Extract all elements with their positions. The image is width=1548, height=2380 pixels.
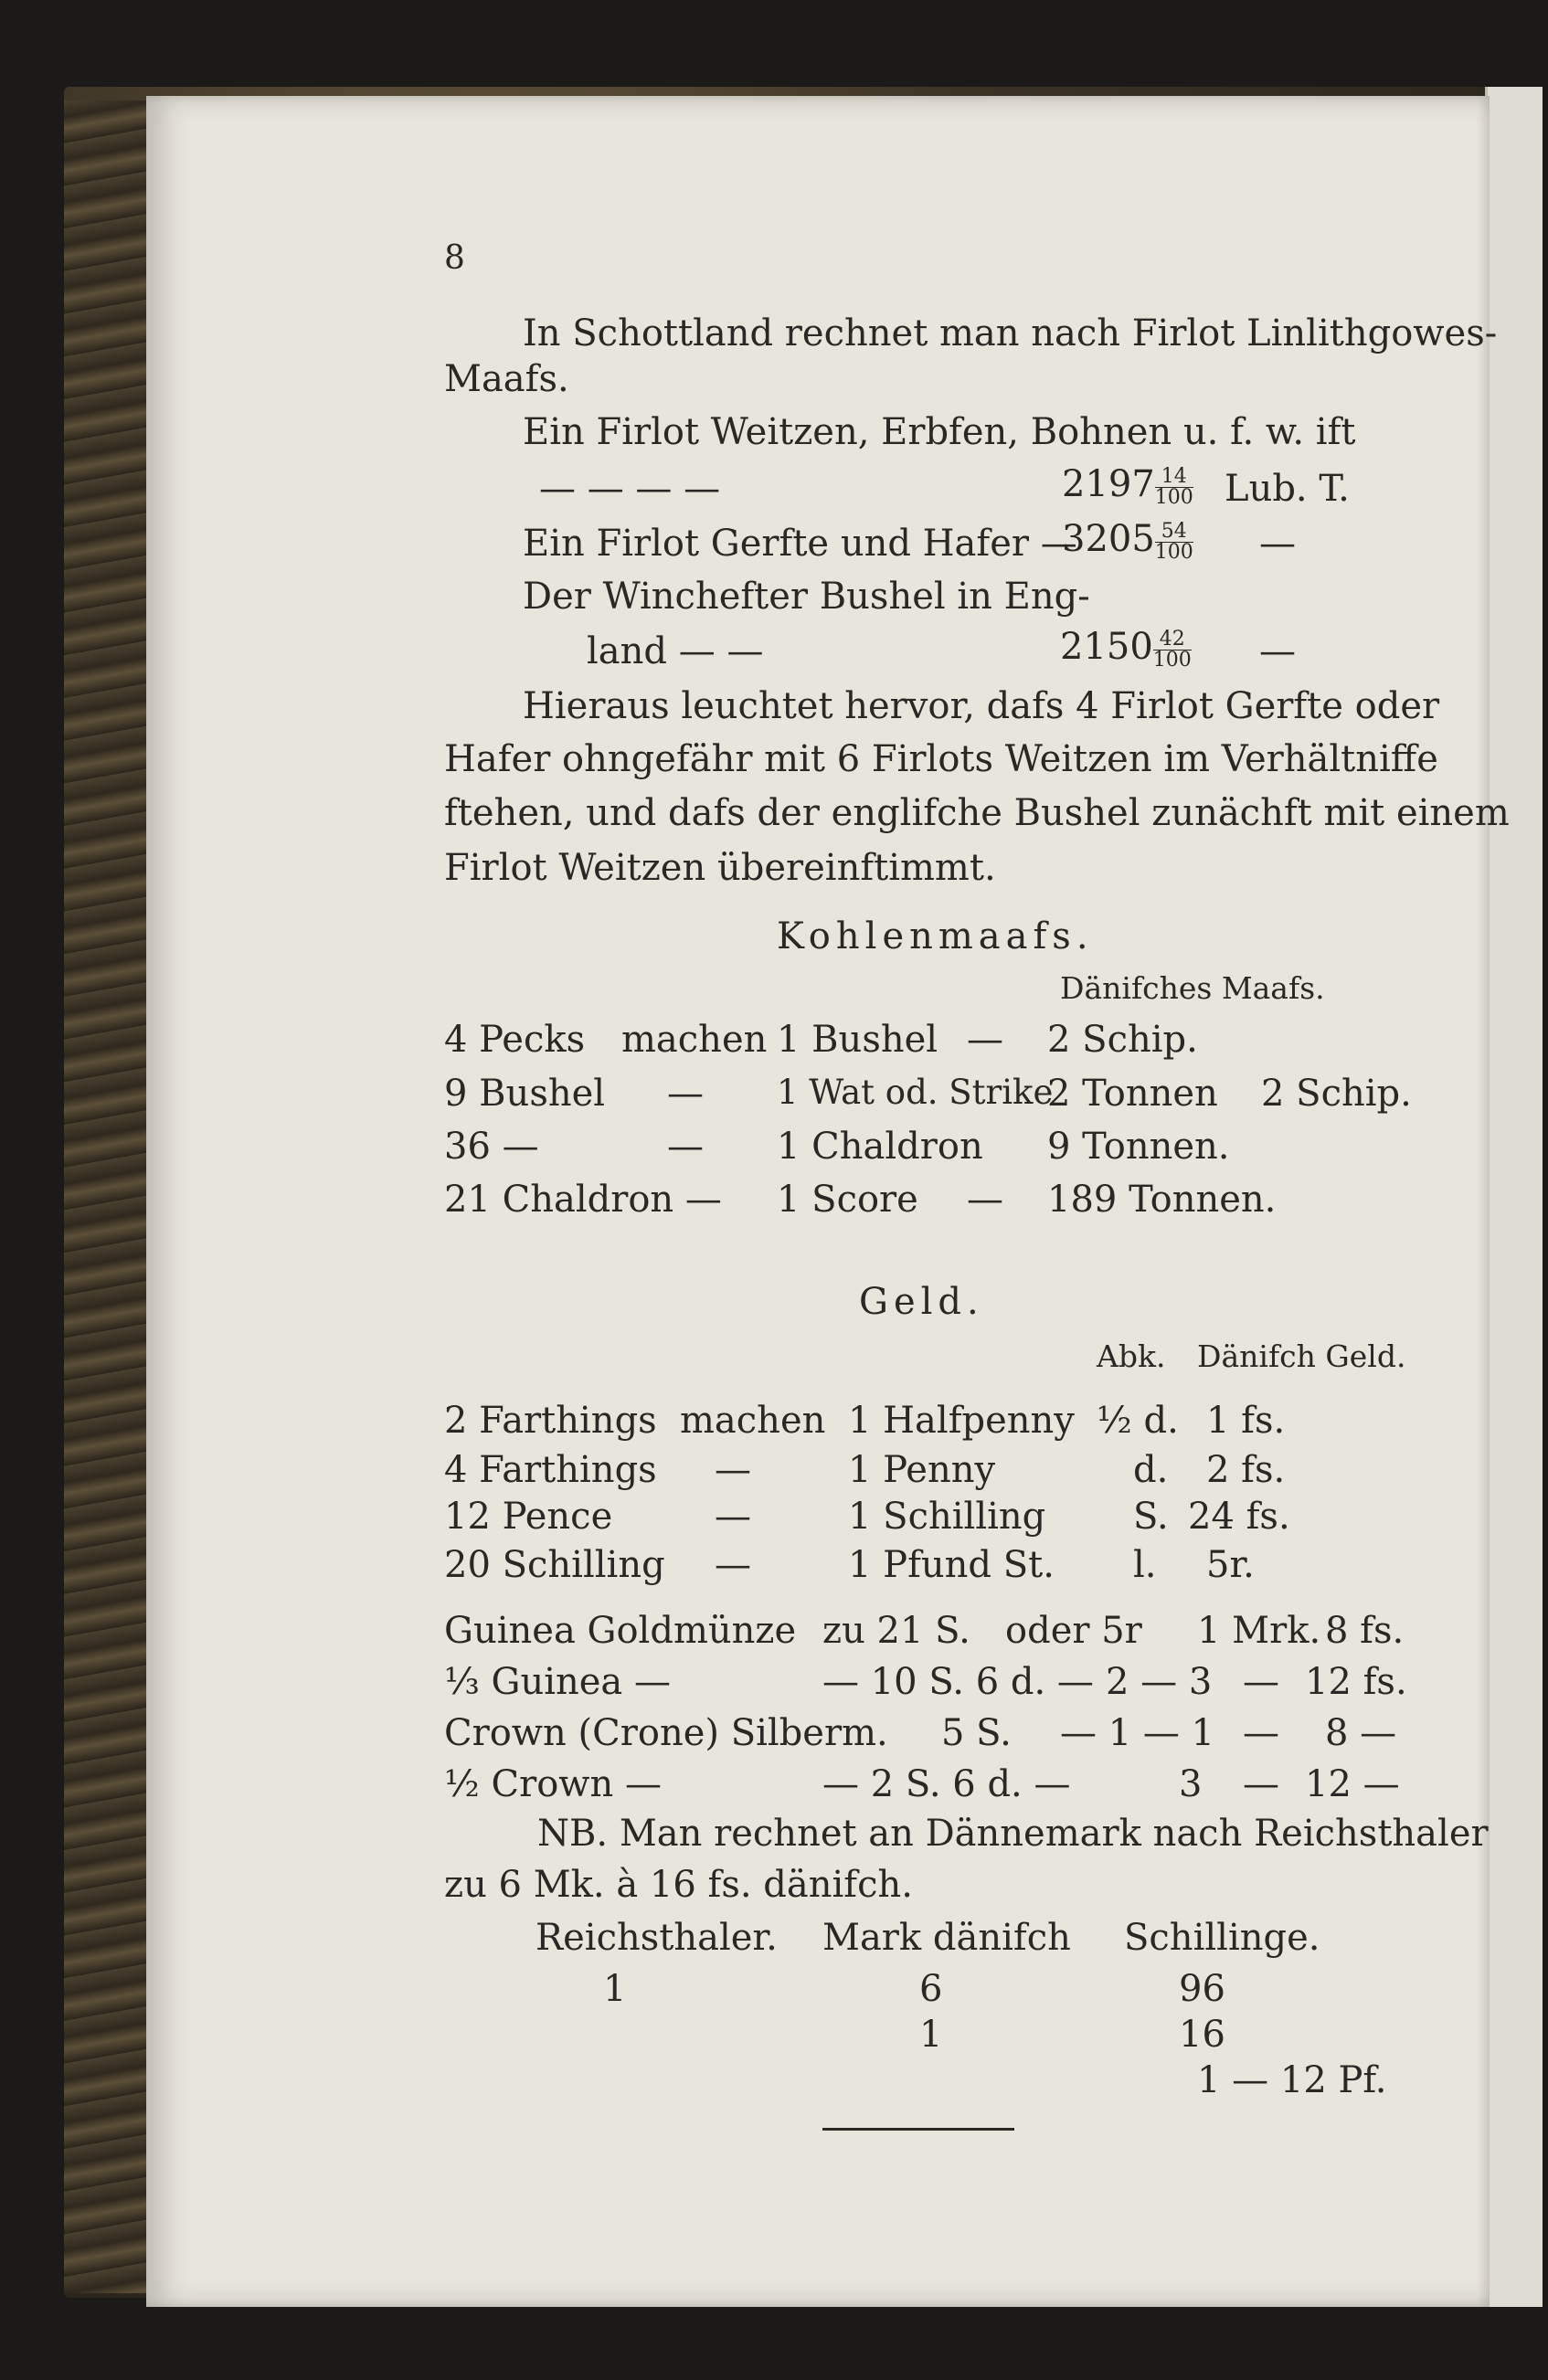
measure-whole: 2150 <box>1060 626 1153 668</box>
geld-heading: Geld. <box>859 1281 984 1323</box>
measure-row-4-value <box>1060 626 1192 672</box>
geld-row-2-dk: 2 fs. <box>1206 1449 1286 1491</box>
kohlen-row-1-d: — <box>967 1019 1003 1061</box>
coin-row-1-e: 8 fs. <box>1325 1610 1405 1652</box>
geld-row-2-abk: d. <box>1133 1449 1169 1491</box>
fraction-denominator: 100 <box>1154 540 1193 564</box>
geld-row-4-abk: l. <box>1133 1544 1157 1586</box>
conclusion-line-4: Firlot Weitzen übereinftimmt. <box>444 847 996 889</box>
coin-row-2-d: — <box>1243 1661 1279 1703</box>
end-rule <box>822 2128 1014 2131</box>
geld-row-2-b: — <box>715 1449 751 1491</box>
conclusion-line-1: Hieraus leuchtet hervor, dafs 4 Firlot Gerfte oder <box>523 685 1440 727</box>
conversion-header-schillinge: Schillinge. <box>1124 1917 1320 1959</box>
coin-row-3-b: 5 S. <box>941 1712 1012 1754</box>
coin-row-1-a: Guinea Goldmünze <box>444 1610 797 1652</box>
coin-row-2-c: 2 — 3 <box>1106 1661 1213 1703</box>
nb-line-1: NB. Man rechnet an Dännemark nach Reichsthaler <box>537 1813 1489 1855</box>
geld-row-4-c: 1 Pfund St. <box>848 1544 1055 1586</box>
kohlen-row-1-b: machen <box>621 1019 768 1061</box>
conversion-row-2-sch: 16 <box>1179 2014 1225 2056</box>
coin-row-4-a: ½ Crown — <box>444 1763 663 1805</box>
conversion-row-3-sch: 1 — 12 Pf. <box>1197 2059 1387 2101</box>
geld-row-3-abk: S. <box>1133 1496 1169 1538</box>
page-number: 8 <box>444 239 465 277</box>
geld-row-4-dk: 5r. <box>1206 1544 1255 1586</box>
geld-row-3-dk: 24 fs. <box>1188 1496 1290 1538</box>
coin-row-2-b: — 10 S. 6 d. — <box>822 1661 1094 1703</box>
coin-row-4-d: — <box>1243 1763 1279 1805</box>
fraction-numerator: 54 <box>1155 522 1193 543</box>
coin-row-4-b: — 2 S. 6 d. — <box>822 1763 1071 1805</box>
measure-row-3-lead: Der Winchefter Bushel in Eng- <box>523 576 1090 618</box>
measure-row-2-value <box>1062 518 1193 564</box>
measure-whole: 3205 <box>1062 518 1155 560</box>
coin-row-1-d: 1 Mrk. <box>1197 1610 1321 1652</box>
geld-row-1-b: machen <box>680 1400 826 1442</box>
kohlen-row-3-e: 9 Tonnen. <box>1047 1126 1230 1168</box>
kohlen-row-2-e: 2 Tonnen <box>1047 1073 1218 1115</box>
conversion-header-mark: Mark dänifch <box>822 1917 1071 1959</box>
kohlen-row-3-c: 1 Chaldron <box>777 1126 983 1168</box>
coin-row-1-b: zu 21 S. <box>822 1610 970 1652</box>
geld-row-3-c: 1 Schilling <box>848 1496 1046 1538</box>
kohlen-row-4-d: — <box>967 1179 1003 1221</box>
kohlen-row-2-b: — <box>667 1073 704 1115</box>
nb-line-2: zu 6 Mk. à 16 fs. dänifch. <box>444 1864 913 1906</box>
fraction-denominator: 100 <box>1152 648 1192 672</box>
fraction-numerator: 42 <box>1153 629 1192 651</box>
geld-row-3-b: — <box>715 1496 751 1538</box>
measure-whole: 2197 <box>1062 463 1155 505</box>
kohlen-subheader: Dänifches Maafs. <box>1060 970 1325 1006</box>
kohlen-row-3-b: — <box>667 1126 704 1168</box>
conversion-header-reichsthaler: Reichsthaler. <box>535 1917 778 1959</box>
geld-row-1-c: 1 Halfpenny <box>848 1400 1075 1442</box>
measure-row-1-unit: Lub. T. <box>1225 468 1350 510</box>
geld-row-1-abk: ½ d. <box>1097 1400 1179 1442</box>
conversion-row-1-mark: 6 <box>919 1968 943 2010</box>
coin-row-4-c: 3 <box>1179 1763 1203 1805</box>
measure-row-4-lead: land — — <box>587 630 764 672</box>
coin-row-4-e: 12 — <box>1305 1763 1400 1805</box>
intro-line-3: Ein Firlot Weitzen, Erbfen, Bohnen u. f. w. ift <box>523 411 1356 453</box>
measure-row-4-unit: — <box>1259 630 1296 672</box>
conclusion-line-2: Hafer ohngefähr mit 6 Firlots Weitzen im Verhältniffe <box>444 738 1438 780</box>
kohlen-row-2-c: 1 Wat od. Strike <box>777 1073 1054 1112</box>
facing-page-edge <box>1485 87 1543 2307</box>
geld-col-abk: Abk. <box>1097 1338 1166 1374</box>
measure-row-1-lead: — — — — <box>539 468 721 510</box>
geld-row-2-a: 4 Farthings <box>444 1449 657 1491</box>
coin-row-3-d: — <box>1243 1712 1279 1754</box>
measure-row-2-lead: Ein Firlot Gerfte und Hafer — <box>523 523 1077 565</box>
coin-row-3-a: Crown (Crone) Silberm. <box>444 1712 888 1754</box>
geld-row-1-dk: 1 fs. <box>1206 1400 1286 1442</box>
geld-row-1-a: 2 Farthings <box>444 1400 657 1442</box>
coin-row-3-c: — 1 — 1 <box>1060 1712 1215 1754</box>
coin-row-2-a: ⅓ Guinea — <box>444 1661 671 1703</box>
geld-row-4-b: — <box>715 1544 751 1586</box>
kohlen-row-4-c: 1 Score <box>777 1179 918 1221</box>
measure-row-1-value <box>1062 463 1193 509</box>
coin-row-2-e: 12 fs. <box>1305 1661 1407 1703</box>
geld-row-2-c: 1 Penny <box>848 1449 996 1491</box>
geld-row-4-a: 20 Schilling <box>444 1544 665 1586</box>
conversion-row-1-rt: 1 <box>603 1968 627 2010</box>
geld-row-3-a: 12 Pence <box>444 1496 613 1538</box>
kohlen-row-4-e: 189 Tonnen. <box>1047 1179 1277 1221</box>
geld-col-daenisch: Dänifch Geld. <box>1197 1338 1406 1374</box>
measure-row-2-unit: — <box>1259 523 1296 565</box>
kohlen-row-1-a: 4 Pecks <box>444 1019 586 1061</box>
coin-row-3-e: 8 — <box>1325 1712 1397 1754</box>
kohlen-row-1-c: 1 Bushel <box>777 1019 938 1061</box>
fraction-numerator: 14 <box>1155 467 1193 488</box>
kohlen-row-2-a: 9 Bushel <box>444 1073 606 1115</box>
intro-line-2: Maafs. <box>444 358 569 400</box>
kohlen-row-1-e: 2 Schip. <box>1047 1019 1198 1061</box>
conclusion-line-3: ftehen, und dafs der englifche Bushel zunächft mit einem <box>444 792 1510 834</box>
kohlen-row-4-a: 21 Chaldron — <box>444 1179 722 1221</box>
coin-row-1-c: oder 5r <box>1005 1610 1142 1652</box>
kohlen-heading: Kohlenmaafs. <box>777 915 1094 957</box>
intro-line-1: In Schottland rechnet man nach Firlot Linlithgowes- <box>523 312 1498 354</box>
kohlen-row-2-f: 2 Schip. <box>1261 1073 1412 1115</box>
conversion-row-1-sch: 96 <box>1179 1968 1225 2010</box>
kohlen-row-3-a: 36 — <box>444 1126 539 1168</box>
fraction-denominator: 100 <box>1154 485 1193 509</box>
conversion-row-2-mark: 1 <box>919 2014 943 2056</box>
book-page <box>146 96 1510 2307</box>
